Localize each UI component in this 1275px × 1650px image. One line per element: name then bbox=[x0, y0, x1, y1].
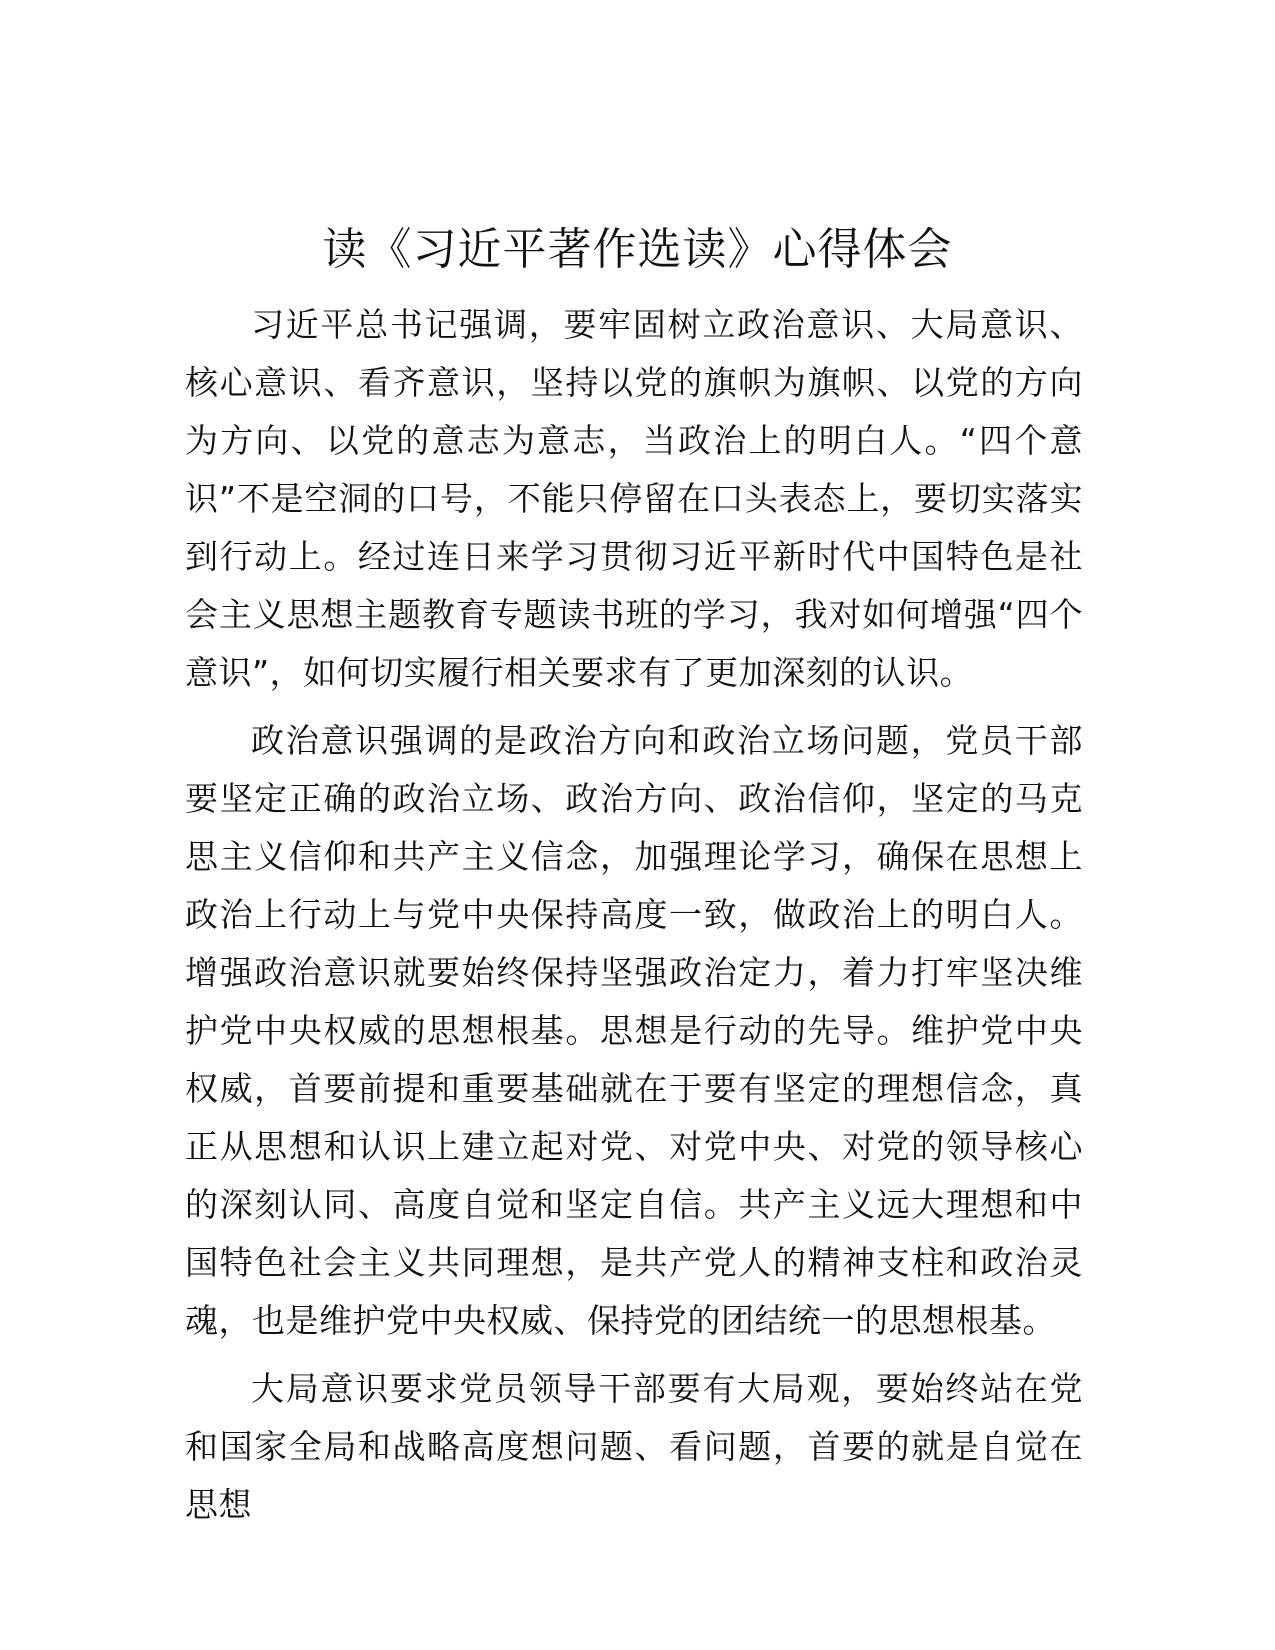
paragraph-political-consciousness: 政治意识强调的是政治方向和政治立场问题，党员干部要坚定正确的政治立场、政治方向、政治信仰，坚定的马克思主义信仰和共产主义信念，加强理论学习，确保在思想上政治上行动上与党中央保持高度一致，做政治上的明白人。增强政治意识就要始终保持坚强政治定力，着力打牢坚决维护党中央权威的思想根基。思想是行动的先导。维护党中央权威，首要前提和重要基础就在于要有坚定的理想信念，真正从思想和认识上建立起对党、对党中央、对党的领导核心的深刻认同、高度自觉和坚定自信。共产主义远大理想和中国特色社会主义共同理想，是共产党人的精神支柱和政治灵魂，也是维护党中央权威、保持党的团结统一的思想根基。 bbox=[185, 721, 1083, 1340]
document-body bbox=[185, 296, 1083, 1544]
paragraph-overall-situation-consciousness: 大局意识要求党员领导干部要有大局观，要始终站在党和国家全局和战略高度想问题、看问题，首要的就是自觉在思想 bbox=[185, 1369, 1083, 1524]
document-title: 读《习近平著作选读》心得体会 bbox=[322, 224, 953, 275]
paragraph-four-consciousness-intro: 习近平总书记强调，要牢固树立政治意识、大局意识、核心意识、看齐意识，坚持以党的旗帜为旗帜、以党的方向为方向、以党的意志为意志，当政治上的明白人。“四个意识”不是空洞的口号，不能只停留在口头表态上，要切实落实到行动上。经过连日来学习贯彻习近平新时代中国特色是社会主义思想主题教育专题读书班的学习，我对如何增强“四个意识”，如何切实履行相关要求有了更加深刻的认识。 bbox=[185, 305, 1083, 692]
